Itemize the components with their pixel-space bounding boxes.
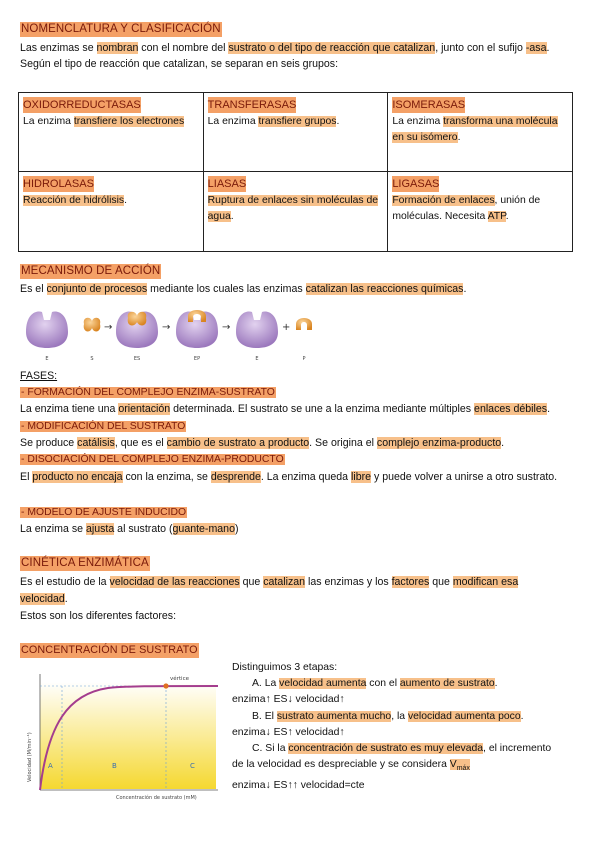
label-es: ES <box>133 356 141 362</box>
label-e: E <box>45 356 49 362</box>
stage-c-effects: enzima↓ ES↑↑ velocidad=cte <box>232 779 365 791</box>
stages-intro: Distinguimos 3 etapas: <box>232 662 338 673</box>
label-p: P <box>302 356 306 362</box>
stage-c: C. Si la concentración de sustrato es muy elevada, el incremento <box>252 743 552 755</box>
arrow-icon: → <box>222 322 231 333</box>
group-name: ISOMERASAS <box>392 99 466 111</box>
x-axis-label: Concentración de sustrato (mM) <box>116 795 197 801</box>
zone-c: C <box>190 762 195 770</box>
modelo-text: La enzima se ajusta al sustrato (guante-mano) <box>20 523 239 535</box>
label-e2: E <box>255 356 259 362</box>
fase-1-title: - FORMACIÓN DEL COMPLEJO ENZIMA-SUSTRATO <box>21 387 275 398</box>
plus-icon: + <box>282 322 291 333</box>
section-title-cinetica: CINÉTICA ENZIMÁTICA <box>21 557 149 569</box>
enzyme-shape <box>26 312 68 348</box>
section-title-mecanismo: MECANISMO DE ACCIÓN <box>21 265 161 277</box>
modelo-title: - MODELO DE AJUSTE INDUCIDO <box>21 507 187 518</box>
cinetica-line-3: Estos son los diferentes factores: <box>20 610 177 622</box>
concentracion-title: CONCENTRACIÓN DE SUSTRATO <box>21 644 198 656</box>
section-title-nomenclatura: NOMENCLATURA Y CLASIFICACIÓN <box>21 23 221 35</box>
enzyme-product-complex <box>176 310 218 348</box>
nomenclatura-line-2: Según el tipo de reacción que catalizan, se separan en seis grupos: <box>20 58 339 70</box>
stage-b-effects: enzima↓ ES↑ velocidad↑ <box>232 726 345 738</box>
group-cell: ISOMERASAS La enzima transforma una molécula en su isómero. <box>388 93 573 172</box>
arrow-icon: → <box>162 322 171 333</box>
y-axis-label: Velocidad (M/min⁻¹) <box>27 732 33 782</box>
group-cell: TRANSFERASAS La enzima transfiere grupos. <box>203 93 388 172</box>
nomenclatura-line-1: Las enzimas se nombran con el nombre del sustrato o del tipo de reacción que catalizan, junto con el sufijo -asa. <box>20 42 550 54</box>
group-cell: HIDROLASAS Reacción de hidrólisis. <box>19 172 204 252</box>
group-name: TRANSFERASAS <box>207 99 297 111</box>
substrate-concentration-graph <box>18 664 223 804</box>
cinetica-line-2: velocidad. <box>20 593 68 605</box>
substrate-shape <box>84 318 101 332</box>
fases-title: FASES: <box>20 370 58 382</box>
fase-2-text: Se produce catálisis, que es el cambio de sustrato a producto. Se origina el complejo enzima-producto. <box>20 437 505 449</box>
label-s: S <box>90 356 94 362</box>
fase-3-title: - DISOCIACIÓN DEL COMPLEJO ENZIMA-PRODUCTO <box>21 454 284 465</box>
vertex-point <box>163 683 168 688</box>
fase-3-text: El producto no encaja con la enzima, se desprende. La enzima queda libre y puede volver a unirse a otro sustrato. <box>20 471 558 483</box>
group-cell: LIASAS Ruptura de enlaces sin moléculas de agua. <box>203 172 388 252</box>
group-name: LIASAS <box>207 178 247 190</box>
enzyme-mechanism-diagram <box>18 302 338 364</box>
cinetica-line-1: Es el estudio de la velocidad de las reacciones que catalizan las enzimas y los factores que modifican esa <box>20 576 519 588</box>
group-cell: OXIDORREDUCTASAS La enzima transfiere los electrones <box>19 93 204 172</box>
enzyme-shape <box>236 312 278 348</box>
label-ep: EP <box>193 356 201 362</box>
stage-c-line-2: de la velocidad es despreciable y se considera $V_{máx}$ <box>232 759 470 773</box>
mecanismo-line: Es el conjunto de procesos mediante los cuales las enzimas catalizan las reacciones químicas. <box>20 283 467 295</box>
group-name: LIGASAS <box>392 178 440 190</box>
zone-b: B <box>112 762 117 770</box>
group-name: HIDROLASAS <box>23 178 94 190</box>
stage-b: B. El sustrato aumenta mucho, la velocidad aumenta poco. <box>252 710 524 722</box>
vertex-label: vértice <box>170 676 189 682</box>
enzyme-substrate-complex <box>116 312 158 348</box>
stage-a-effects: enzima↑ ES↓ velocidad↑ <box>232 694 345 706</box>
zone-a: A <box>48 762 53 770</box>
arrow-icon: → <box>104 322 113 333</box>
fase-2-title: - MODIFICACIÓN DEL SUSTRATO <box>21 421 186 432</box>
group-name: OXIDORREDUCTASAS <box>23 99 141 111</box>
enzyme-groups-table <box>18 92 573 252</box>
product-shape <box>296 318 312 330</box>
fase-1-text: La enzima tiene una orientación determinada. El sustrato se une a la enzima mediante múltiples enlaces débiles. <box>20 403 551 415</box>
stage-a: A. La velocidad aumenta con el aumento de sustrato. <box>252 678 498 690</box>
group-cell: LIGASAS Formación de enlaces, unión de moléculas. Necesita ATP. <box>388 172 573 252</box>
stages-text <box>232 660 551 794</box>
